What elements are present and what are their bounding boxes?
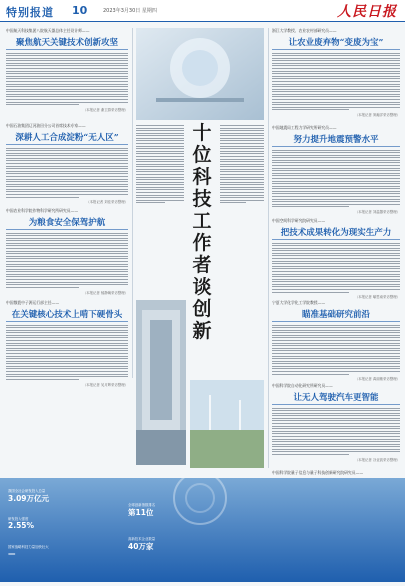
header-rule	[0, 21, 405, 22]
article-autonomous	[272, 383, 400, 462]
headline-rule	[272, 239, 400, 240]
article-basic-research	[272, 300, 400, 381]
article-earthquake	[272, 125, 400, 214]
stat-item	[128, 502, 155, 518]
article-headline: 聚焦航天关键技术创新攻坚	[15, 38, 118, 48]
article-body	[220, 125, 264, 203]
section-label: 特别报道	[6, 6, 54, 19]
headline-rule	[6, 144, 128, 145]
stat-item	[128, 536, 155, 552]
page-header	[0, 0, 405, 22]
title-char: 位	[192, 144, 212, 166]
stat-label: 我国全社会研发投入总量	[8, 489, 46, 493]
article-author: （本报记者 刘佳采访整理）	[86, 200, 128, 205]
photo-wind-field	[190, 380, 264, 468]
article-author: （本报记者 谷业凯采访整理）	[354, 457, 400, 462]
headline-rule	[272, 49, 400, 50]
lab-image	[136, 28, 264, 120]
column-divider-right	[268, 28, 269, 468]
article-kicker: 中国科学院自动化研究所研究员——	[272, 383, 333, 388]
title-char: 者	[192, 254, 212, 276]
article-neutron	[6, 300, 128, 387]
stat-label: 研发投入强度	[8, 517, 29, 521]
article-author: （本报记者 禹丽敏采访整理）	[354, 377, 400, 382]
stats-band	[0, 478, 405, 582]
masthead-logo: 人民日报	[337, 4, 397, 20]
article-headline: 在关键核心技术上啃下硬骨头	[11, 310, 123, 320]
article-body	[272, 150, 400, 208]
headline-rule	[6, 229, 128, 230]
article-kicker: 浙江大学教授、农业农村部研究员——	[272, 28, 337, 33]
facility-image	[136, 300, 186, 465]
article-author: （本报记者 喻思南采访整理）	[354, 295, 400, 300]
article-author: （本报记者 吴月辉采访整理）	[82, 382, 128, 387]
article-body	[272, 53, 400, 111]
article-body	[6, 325, 128, 380]
article-grain	[6, 208, 128, 295]
field-image	[190, 380, 264, 468]
article-kicker: 中国空间科学研究院研究员——	[272, 218, 326, 223]
article-body	[272, 408, 400, 455]
stat-value: 40万家	[128, 542, 154, 551]
article-author: （本报记者 谢卫群采访整理）	[82, 108, 128, 113]
article-body	[272, 243, 400, 293]
feature-photo-lab	[136, 28, 264, 120]
article-body	[6, 148, 128, 198]
column-divider-left	[132, 28, 133, 378]
headline-rule	[6, 321, 128, 322]
article-author: （本报记者 窦瀚洋采访整理）	[354, 113, 400, 118]
title-char: 技	[192, 188, 212, 210]
stat-item	[8, 516, 34, 530]
article-headline: 让农业废弃物“变废为宝”	[288, 38, 384, 48]
center-body-left	[136, 125, 184, 203]
article-kicker: 中国农业科学院作物科学研究所研究员——	[6, 208, 79, 213]
stat-value: 3.09万亿元	[8, 494, 50, 503]
article-headline: 让无人驾驶汽车更智能	[293, 393, 379, 403]
title-char: 工	[192, 210, 212, 232]
article-kicker: 中国地震局工程力学研究所研究员——	[272, 125, 337, 130]
article-body	[272, 325, 400, 375]
article-author: （本报记者 刘温馨采访整理）	[354, 210, 400, 215]
title-char: 新	[192, 320, 212, 342]
article-starch	[6, 123, 128, 204]
article-body	[6, 233, 128, 288]
title-char: 科	[192, 166, 212, 188]
stat-item	[8, 544, 49, 558]
article-kicker: 宁夏大学化学化工学院教授——	[272, 300, 326, 305]
title-char: 创	[192, 298, 212, 320]
stat-value: 2.55%	[8, 521, 35, 530]
issue-date: 2023年3月30日 星期四	[103, 8, 157, 14]
center-body-right	[220, 125, 264, 203]
article-kicker: 中国石油集团辽河油田分公司首席技术专家——	[6, 123, 86, 128]
article-headline: 瞄准基础研究前沿	[301, 310, 370, 320]
page-number: 10	[72, 4, 88, 17]
article-headline: 为粮食安全保驾护航	[28, 218, 106, 228]
article-headline: 把技术成果转化为现实生产力	[280, 228, 392, 238]
title-char: 谈	[192, 276, 212, 298]
stat-label: 全球创新指数排名	[128, 503, 156, 507]
article-aerospace	[6, 28, 128, 112]
article-body	[136, 125, 184, 203]
stat-value: —	[8, 549, 16, 558]
headline-rule	[6, 49, 128, 50]
article-body	[6, 53, 128, 105]
article-author: （本报记者 郁静娴采访整理）	[82, 290, 128, 295]
headline-rule	[272, 404, 400, 405]
stats-background	[0, 478, 405, 582]
stat-label: 高新技术企业数量	[128, 537, 156, 541]
article-kicker: 中国散裂中子源运行部主任——	[6, 300, 60, 305]
article-transfer	[272, 218, 400, 299]
article-headline: 深耕人工合成淀粉“无人区”	[15, 133, 119, 143]
stat-item	[8, 488, 49, 504]
title-char: 十	[192, 122, 212, 144]
article-kicker: 中国航天科技集团八院航天器总体主任设计师——	[6, 28, 90, 33]
headline-rule	[272, 321, 400, 322]
article-kicker: 中国科学院量子信息与量子科技创新研究院研究员——	[272, 470, 364, 475]
stat-value: 第11位	[128, 508, 154, 517]
article-headline: 努力提升地震预警水平	[293, 135, 379, 145]
feature-title	[189, 122, 215, 342]
photo-neutron-facility	[136, 300, 186, 465]
title-char: 作	[192, 232, 212, 254]
headline-rule	[272, 146, 400, 147]
article-agri-waste	[272, 28, 400, 117]
stat-label: 国家战略科技力量加快壮大	[8, 545, 49, 549]
